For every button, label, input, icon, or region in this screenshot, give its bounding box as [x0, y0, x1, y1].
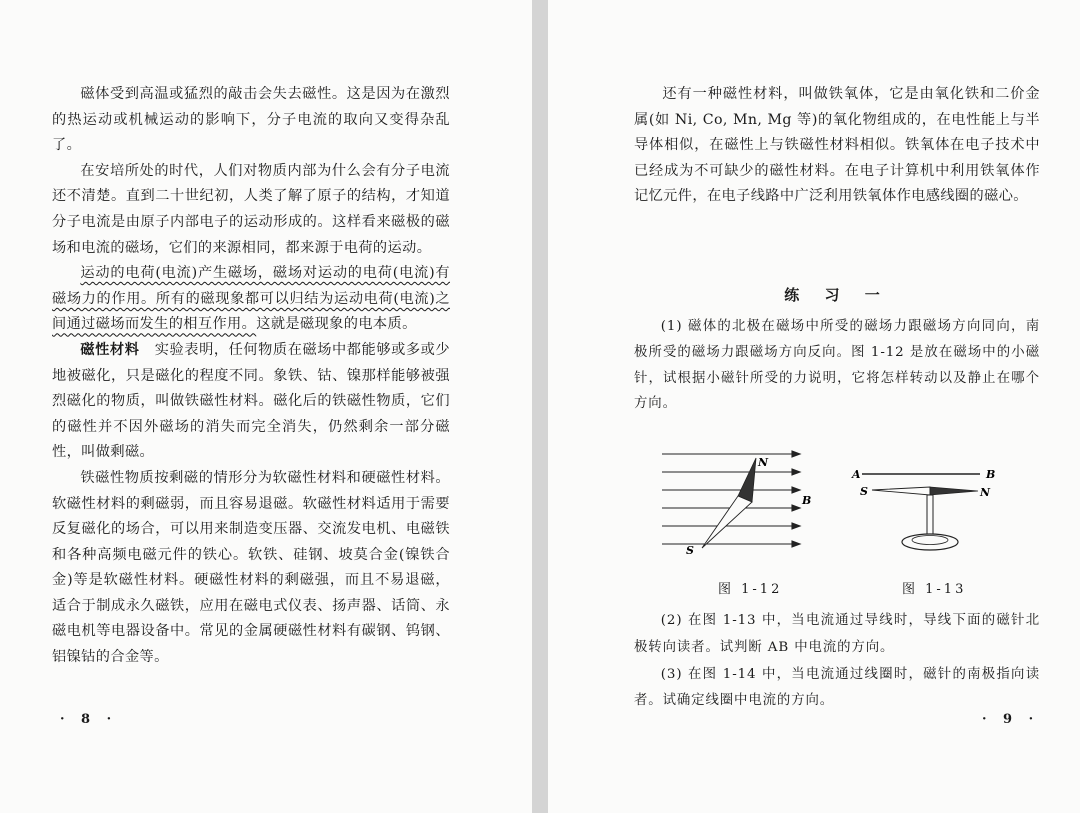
needle-north-half	[738, 458, 756, 502]
needle-south-half	[702, 496, 752, 548]
section-heading-magnetic-materials: 磁性材料	[80, 341, 140, 358]
caption-figure-1-12: 图 1-12	[718, 582, 783, 597]
needle-south-half	[872, 487, 930, 495]
label-b: B	[986, 468, 996, 481]
label-a: A	[852, 468, 861, 481]
paragraph-electric-nature	[52, 261, 450, 338]
paragraph-molecular-current: 在安培所处的时代，人们对物质内部为什么会有分子电流还不清楚。直到二十世纪初，人类了解了原子的结构，才知道分子电流是由原子内部电子的运动形成的。这样看来磁极的磁场和电流的磁场，它们的来源相同，都来源于电荷的运动。	[52, 162, 450, 256]
exercise-q2-text: (2) 在图 1-13 中，当电流通过导线时，导线下面的磁针北极转向读者。试判断 AB 中电流的方向。	[634, 613, 1040, 655]
paragraph-electric-nature-tail: 这就是磁现象的电本质。	[256, 316, 417, 333]
paragraph-magnetic-materials	[52, 338, 450, 466]
label-b: B	[802, 494, 812, 507]
exercise-questions-2-3	[634, 608, 1040, 715]
needle-north-half	[930, 487, 978, 495]
exercise-title: 练 习 一	[784, 286, 890, 304]
book-gutter	[532, 0, 548, 813]
needle-stand	[927, 495, 933, 539]
figure-1-13-drawing	[850, 460, 1010, 560]
stand-base	[902, 534, 958, 550]
arrowhead	[792, 451, 800, 457]
page-number-right: · 9 ·	[982, 712, 1040, 727]
label-n: N	[758, 456, 769, 469]
label-s: S	[860, 485, 868, 498]
arrowhead	[792, 469, 800, 475]
wavy-underlined-statement: 运动的电荷(电流)产生磁场，磁场对运动的电荷(电流)有磁场力的作用。所有的磁现象都可以归结为运动电荷(电流)之间通过磁场而发生的相互作用。	[52, 265, 450, 333]
right-page-body	[634, 82, 1040, 210]
caption-figure-1-13: 图 1-13	[902, 582, 967, 597]
left-page-body	[52, 82, 450, 671]
exercise-q1-text: (1) 磁体的北极在磁场中所受的磁场力跟磁场方向同向，南极所受的磁场力跟磁场方向反向。图 1-12 是放在磁场中的小磁针，试根据小磁针所受的力说明，它将怎样转动以及静止在哪个方向。	[634, 319, 1040, 412]
arrowhead	[792, 523, 800, 529]
label-n: N	[980, 486, 991, 499]
figure-1-12	[660, 444, 830, 562]
arrowhead	[792, 487, 800, 493]
arrowhead	[792, 541, 800, 547]
figure-1-13	[850, 460, 1010, 560]
paragraph-demagnetization: 磁体受到高温或猛烈的敲击会失去磁性。这是因为在激烈的热运动或机械运动的影响下，分子电流的取向又变得杂乱了。	[52, 86, 450, 154]
exercise-q3-text: (3) 在图 1-14 中，当电流通过线圈时，磁针的南极指向读者。试确定线圈中电流的方向。	[634, 666, 1040, 709]
exercise-question-1	[634, 314, 1040, 417]
label-s: S	[686, 544, 694, 557]
paragraph-ferrite: 还有一种磁性材料，叫做铁氧体，它是由氧化铁和二价金属(如 Ni, Co, Mn, Mg 等)的氧化物组成的，在电性能上与半导体相似，在磁性上与铁磁性材料相似。铁氧体在电子技术中已经成为不可缺少的磁性材料。在电子计算机中利用铁氧体作记忆元件，在电子线路中广泛利用铁氧体作电感线圈的磁心。	[634, 86, 1040, 205]
figure-1-12-drawing	[660, 444, 830, 562]
paragraph-magnetic-materials-text: 实验表明，任何物质在磁场中都能够或多或少地被磁化，只是磁化的程度不同。象铁、钴、镍那样能够被强烈磁化的物质，叫做铁磁性材料。磁化后的铁磁性物质，它们的磁性并不因外磁场的消失而完全消失，仍然剩余一部分磁性，叫做剩磁。	[52, 341, 450, 461]
arrowhead	[792, 505, 800, 511]
paragraph-soft-hard-materials: 铁磁性物质按剩磁的情形分为软磁性材料和硬磁性材料。软磁性材料的剩磁弱，而且容易退磁。软磁性材料适用于需要反复磁化的场合，可以用来制造变压器、交流发电机、电磁铁和各种高频电磁元件的铁心。软铁、硅钢、坡莫合金(镍铁合金)等是软磁性材料。硬磁性材料的剩磁强，而且不易退磁，适合于制成永久磁铁，应用在磁电式仪表、扬声器、话筒、永磁电机等电器设备中。常见的金属硬磁性材料有碳钢、钨钢、铝镍钴的合金等。	[52, 469, 450, 666]
page-number-left: · 8 ·	[60, 712, 118, 727]
